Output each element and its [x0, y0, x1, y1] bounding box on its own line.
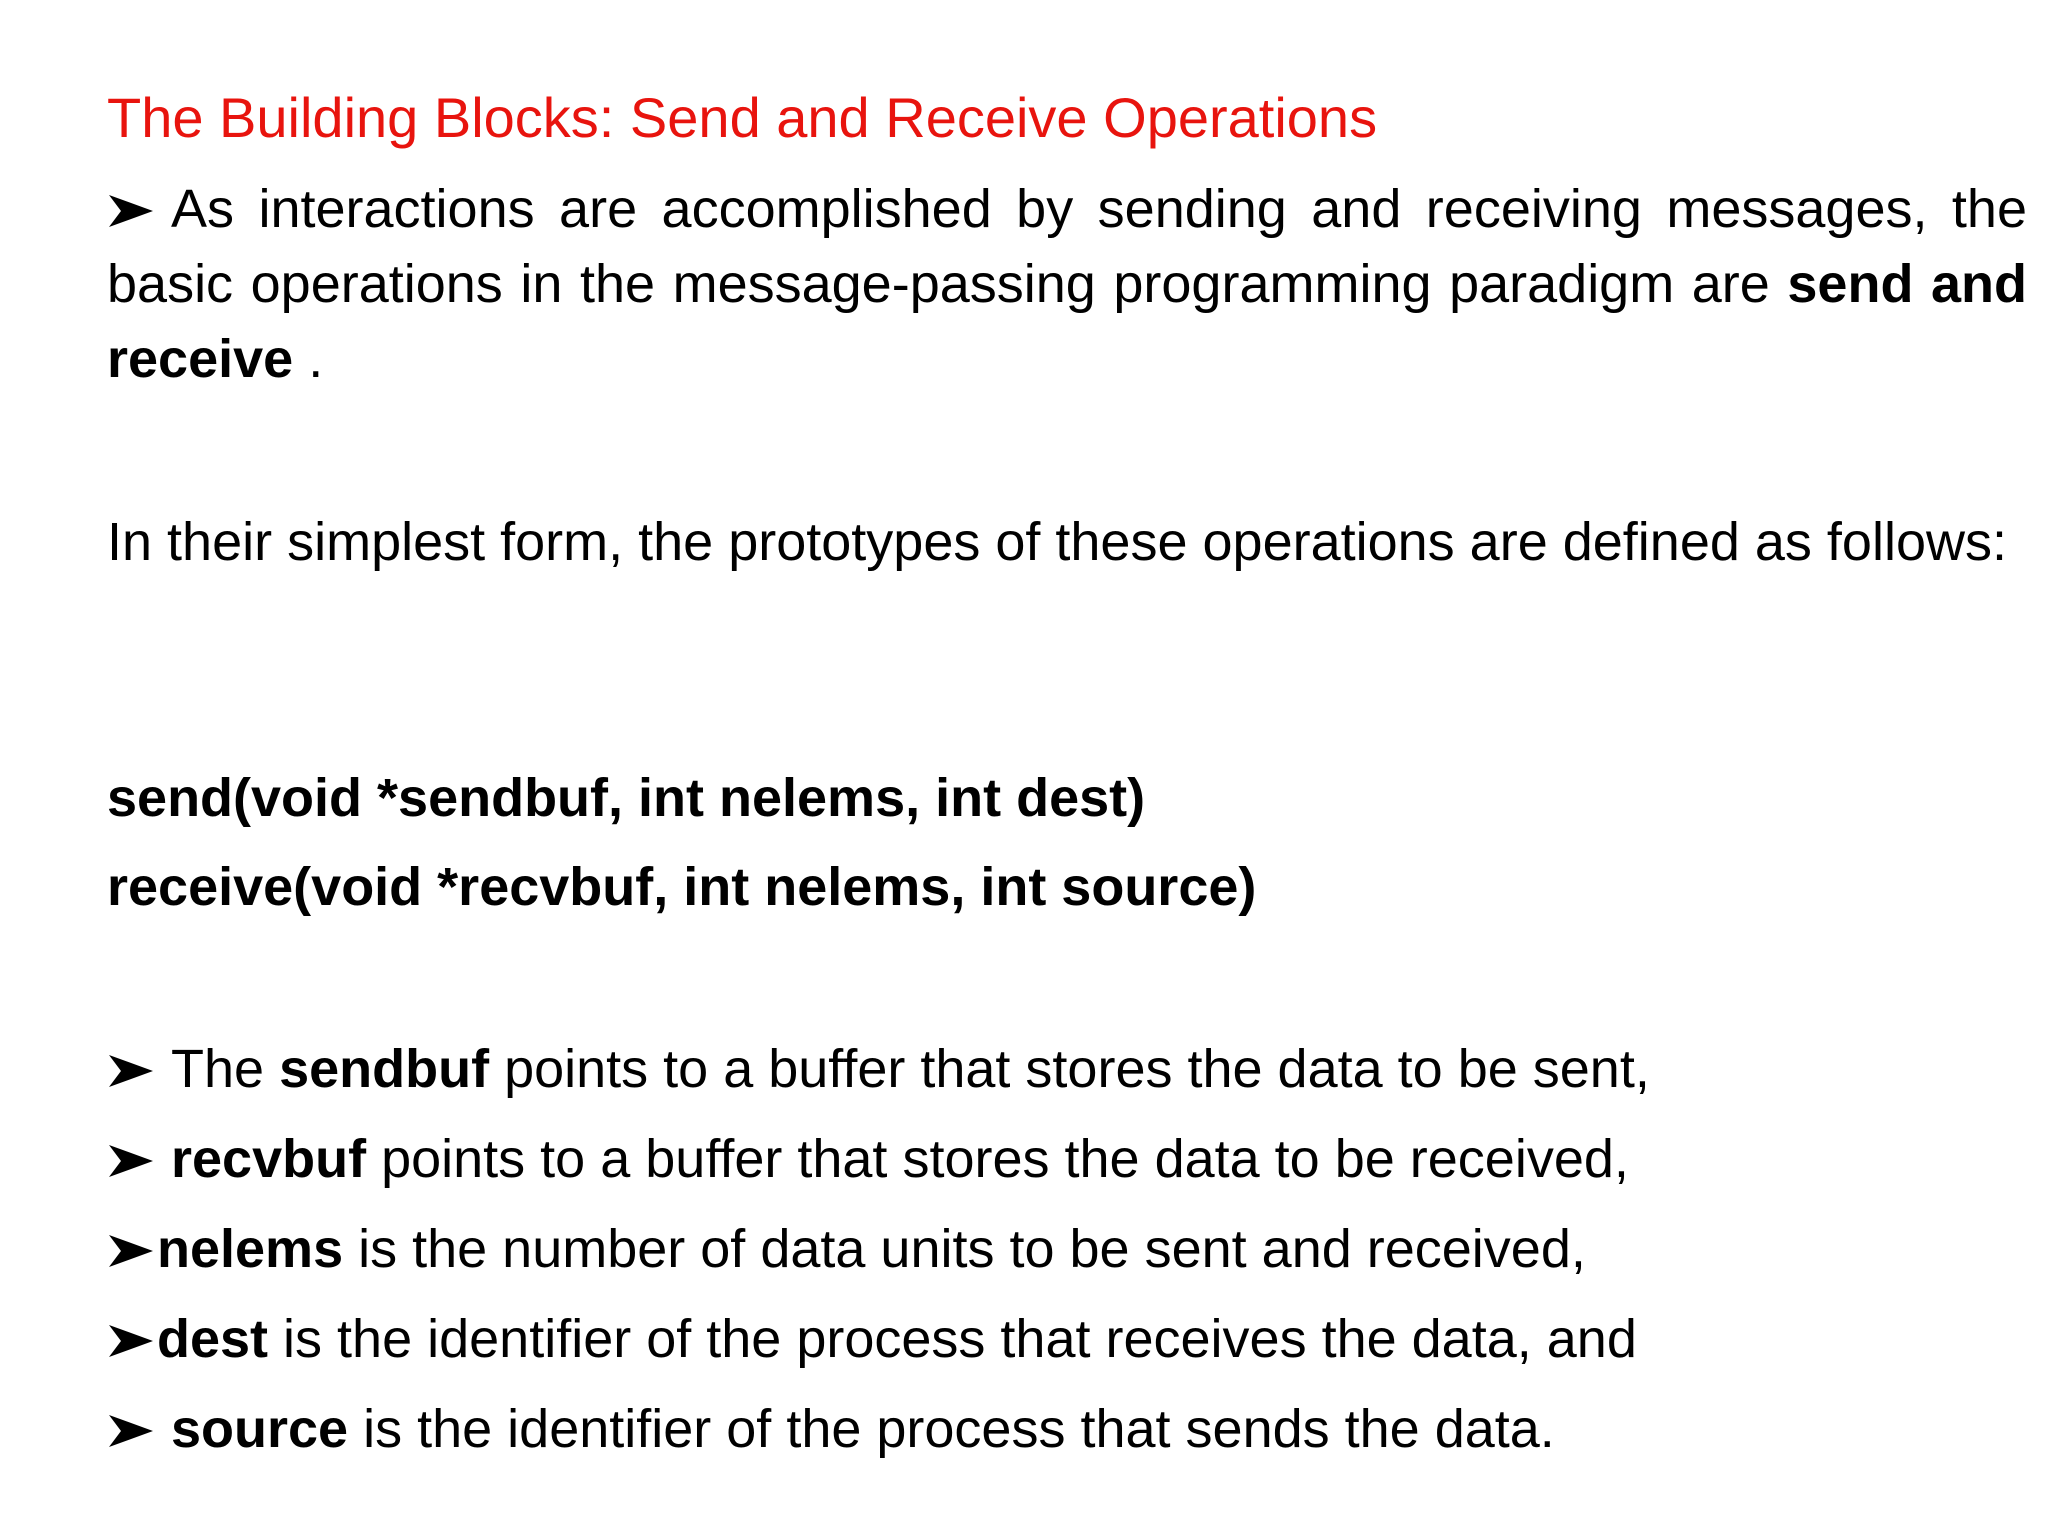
bullet-description: is the number of data units to be sent and received,: [343, 1219, 1586, 1279]
slide-title: The Building Blocks: Send and Receive Operations: [107, 86, 1378, 149]
bullet-dest: [107, 1305, 1637, 1373]
intro-bold-text: send and receive: [107, 254, 2027, 389]
bullet-sendbuf: [107, 1035, 1650, 1103]
bullet-term: source: [171, 1399, 349, 1459]
prototypes-intro: In their simplest form, the prototypes of these operations are defined as follows:: [107, 512, 2007, 572]
intro-paragraph: [107, 172, 2027, 397]
bullet-term: nelems: [157, 1219, 344, 1279]
bullet-description: points to a buffer that stores the data to be sent,: [489, 1039, 1650, 1099]
bullet-description: points to a buffer that stores the data to be received,: [366, 1129, 1629, 1189]
bullet-source: [107, 1395, 1555, 1463]
intro-text-end: .: [293, 329, 324, 389]
arrowhead-bullet-icon: [107, 1321, 155, 1361]
arrowhead-bullet-icon: [107, 1141, 155, 1181]
bullet-description: is the identifier of the process that sends the data.: [348, 1399, 1555, 1459]
arrowhead-bullet-icon: [107, 191, 155, 231]
arrowhead-bullet-icon: [107, 1411, 155, 1451]
send-prototype: send(void *sendbuf, int nelems, int dest): [107, 768, 1146, 828]
bullet-term: dest: [157, 1309, 269, 1369]
bullet-recvbuf: [107, 1125, 1629, 1193]
receive-prototype: receive(void *recvbuf, int nelems, int source): [107, 857, 1257, 917]
bullet-nelems: [107, 1215, 1586, 1283]
slide: [107, 0, 2027, 1536]
intro-text: As interactions are accomplished by sending and receiving messages, the basic operations in the message-passing programming paradigm are: [107, 179, 2027, 314]
bullet-prefix: The: [171, 1039, 280, 1099]
bullet-description: is the identifier of the process that receives the data, and: [268, 1309, 1637, 1369]
bullet-term: recvbuf: [171, 1129, 367, 1189]
arrowhead-bullet-icon: [107, 1231, 155, 1271]
arrowhead-bullet-icon: [107, 1051, 155, 1091]
bullet-term: sendbuf: [279, 1039, 490, 1099]
